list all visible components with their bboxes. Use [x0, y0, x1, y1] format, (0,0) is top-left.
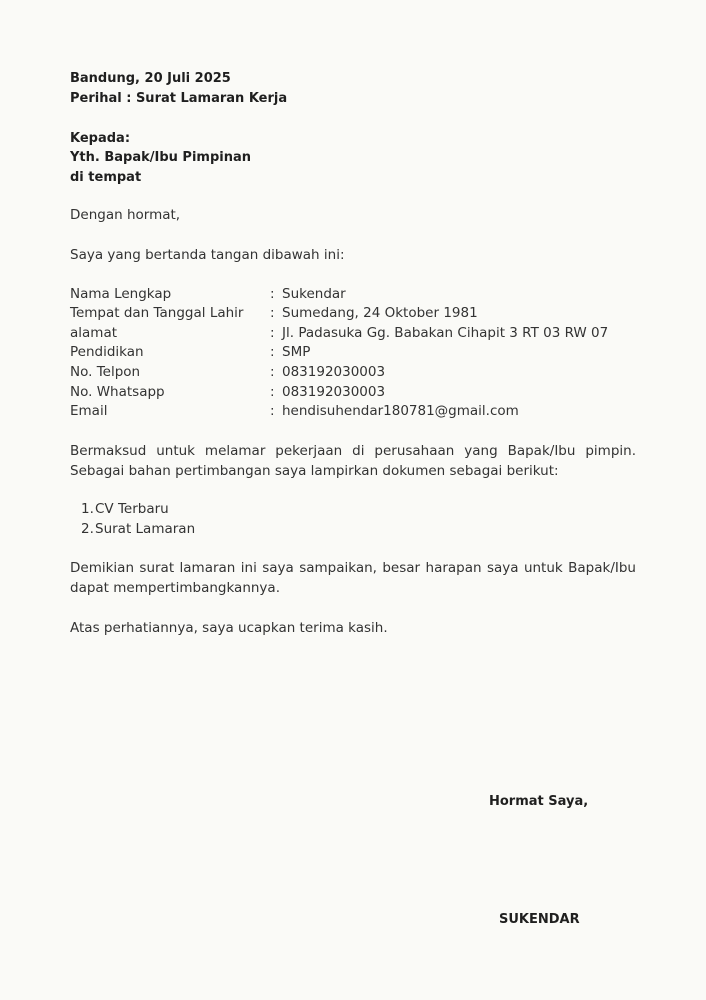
list-label: Surat Lamaran [95, 521, 196, 537]
info-colon: : [270, 384, 275, 400]
closing-line-1: Demikian surat lamaran ini saya sampaikan, besar harapan saya untuk Bapak/Ibu [70, 560, 636, 576]
recipient-location: di tempat [70, 170, 142, 185]
info-value: Sukendar [282, 286, 346, 302]
list-item [81, 499, 169, 519]
list-number: 1. [81, 501, 94, 517]
thanks-line: Atas perhatiannya, saya ucapkan terima kasih. [70, 620, 388, 636]
info-value: hendisuhendar180781@gmail.com [282, 403, 519, 419]
purpose-paragraph [70, 441, 636, 481]
info-label: Tempat dan Tanggal Lahir [70, 305, 244, 321]
recipient-to: Kepada: [70, 131, 131, 146]
info-colon: : [270, 364, 275, 380]
info-colon: : [270, 344, 275, 360]
info-value: 083192030003 [282, 364, 386, 380]
info-value: 083192030003 [282, 384, 386, 400]
closing-paragraph [70, 558, 636, 598]
list-item [81, 519, 195, 539]
info-value: Sumedang, 24 Oktober 1981 [282, 305, 478, 321]
closing-line-2: dapat mempertimbangkannya. [70, 580, 280, 596]
info-value: SMP [282, 344, 311, 360]
info-label: No. Whatsapp [70, 384, 165, 400]
info-colon: : [270, 286, 275, 302]
info-colon: : [270, 305, 275, 321]
purpose-line-2: Sebagai bahan pertimbangan saya lampirkan dokumen sebagai berikut: [70, 463, 559, 479]
info-label: No. Telpon [70, 364, 141, 380]
intro-text: Saya yang bertanda tangan dibawah ini: [70, 247, 345, 263]
signature-name: SUKENDAR [499, 912, 580, 927]
info-value: Jl. Padasuka Gg. Babakan Cihapit 3 RT 03 RW 07 [282, 325, 609, 341]
greeting: Dengan hormat, [70, 207, 181, 223]
place-date: Bandung, 20 Juli 2025 [70, 71, 231, 86]
signature-salutation: Hormat Saya, [489, 794, 589, 809]
info-label: Email [70, 403, 108, 419]
info-label: alamat [70, 325, 118, 341]
info-colon: : [270, 325, 275, 341]
list-number: 2. [81, 521, 94, 537]
info-label: Nama Lengkap [70, 286, 172, 302]
info-label: Pendidikan [70, 344, 144, 360]
info-colon: : [270, 403, 275, 419]
purpose-line-1: Bermaksud untuk melamar pekerjaan di perusahaan yang Bapak/Ibu pimpin. [70, 443, 636, 459]
subject-line: Perihal : Surat Lamaran Kerja [70, 91, 288, 106]
list-label: CV Terbaru [95, 501, 169, 517]
recipient-name: Yth. Bapak/Ibu Pimpinan [70, 150, 251, 165]
